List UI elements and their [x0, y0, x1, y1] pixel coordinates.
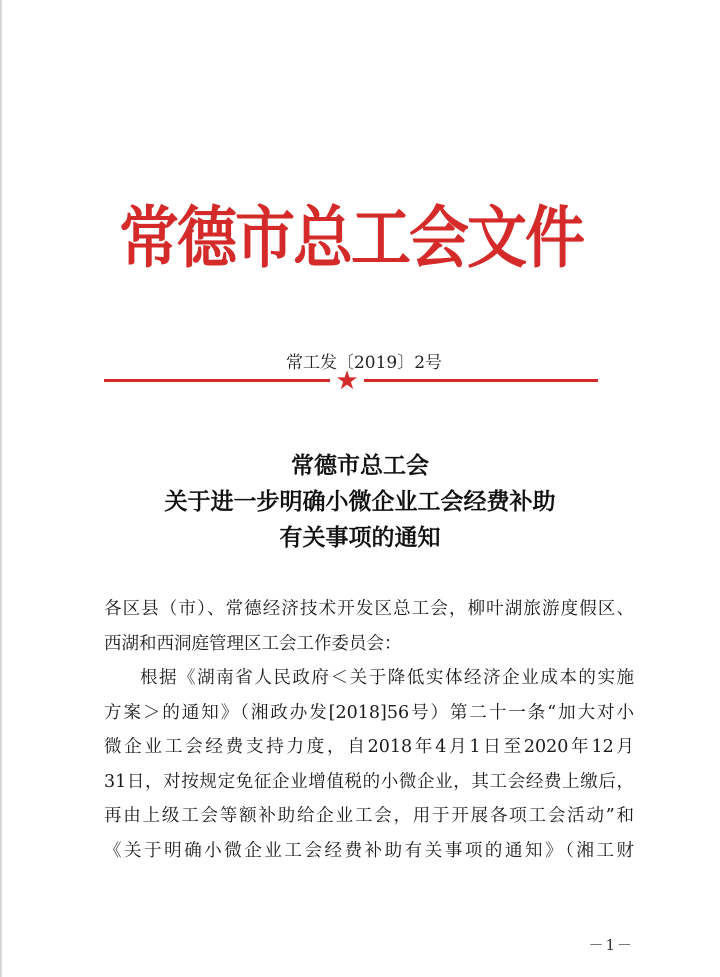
red-divider-left [104, 379, 330, 382]
paragraph-line-2: 方案＞的通知》（湘政办发[2018]56号）第二十一条“加大对小 [104, 702, 634, 723]
red-divider-right [364, 379, 598, 382]
notice-body [104, 592, 634, 868]
document-number: 常工发〔2019〕2号 [285, 353, 443, 373]
document-masthead: 常德市总工会文件 [119, 199, 583, 278]
paragraph-line-3: 微企业工会经费支持力度，自2018年4月1日至2020年12月 [104, 737, 634, 757]
page-number: －1－ [588, 936, 634, 954]
title-line-3: 有关事项的通知 [279, 524, 441, 551]
star-icon: ★ [335, 366, 359, 396]
addressee-line-2: 西湖和西洞庭管理区工会工作委员会： [104, 633, 402, 654]
paragraph-line-4: 31日，对按规定免征企业增值税的小微企业，其工会经费上缴后， [104, 771, 634, 792]
addressee-line-1: 各区县（市）、常德经济技术开发区总工会，柳叶湖旅游度假区、 [104, 599, 634, 619]
paragraph-line-5: 再由上级工会等额补助给企业工会，用于开展各项工会活动”和 [104, 806, 634, 826]
paragraph-line-6: 《关于明确小微企业工会经费补助有关事项的通知》（湘工财 [104, 840, 634, 861]
paragraph-line-1: 根据《湖南省人民政府＜关于降低实体经济企业成本的实施 [140, 668, 634, 688]
title-line-1: 常德市总工会 [291, 452, 429, 479]
notice-title [0, 448, 720, 556]
title-line-2: 关于进一步明确小微企业工会经费补助 [164, 488, 556, 515]
